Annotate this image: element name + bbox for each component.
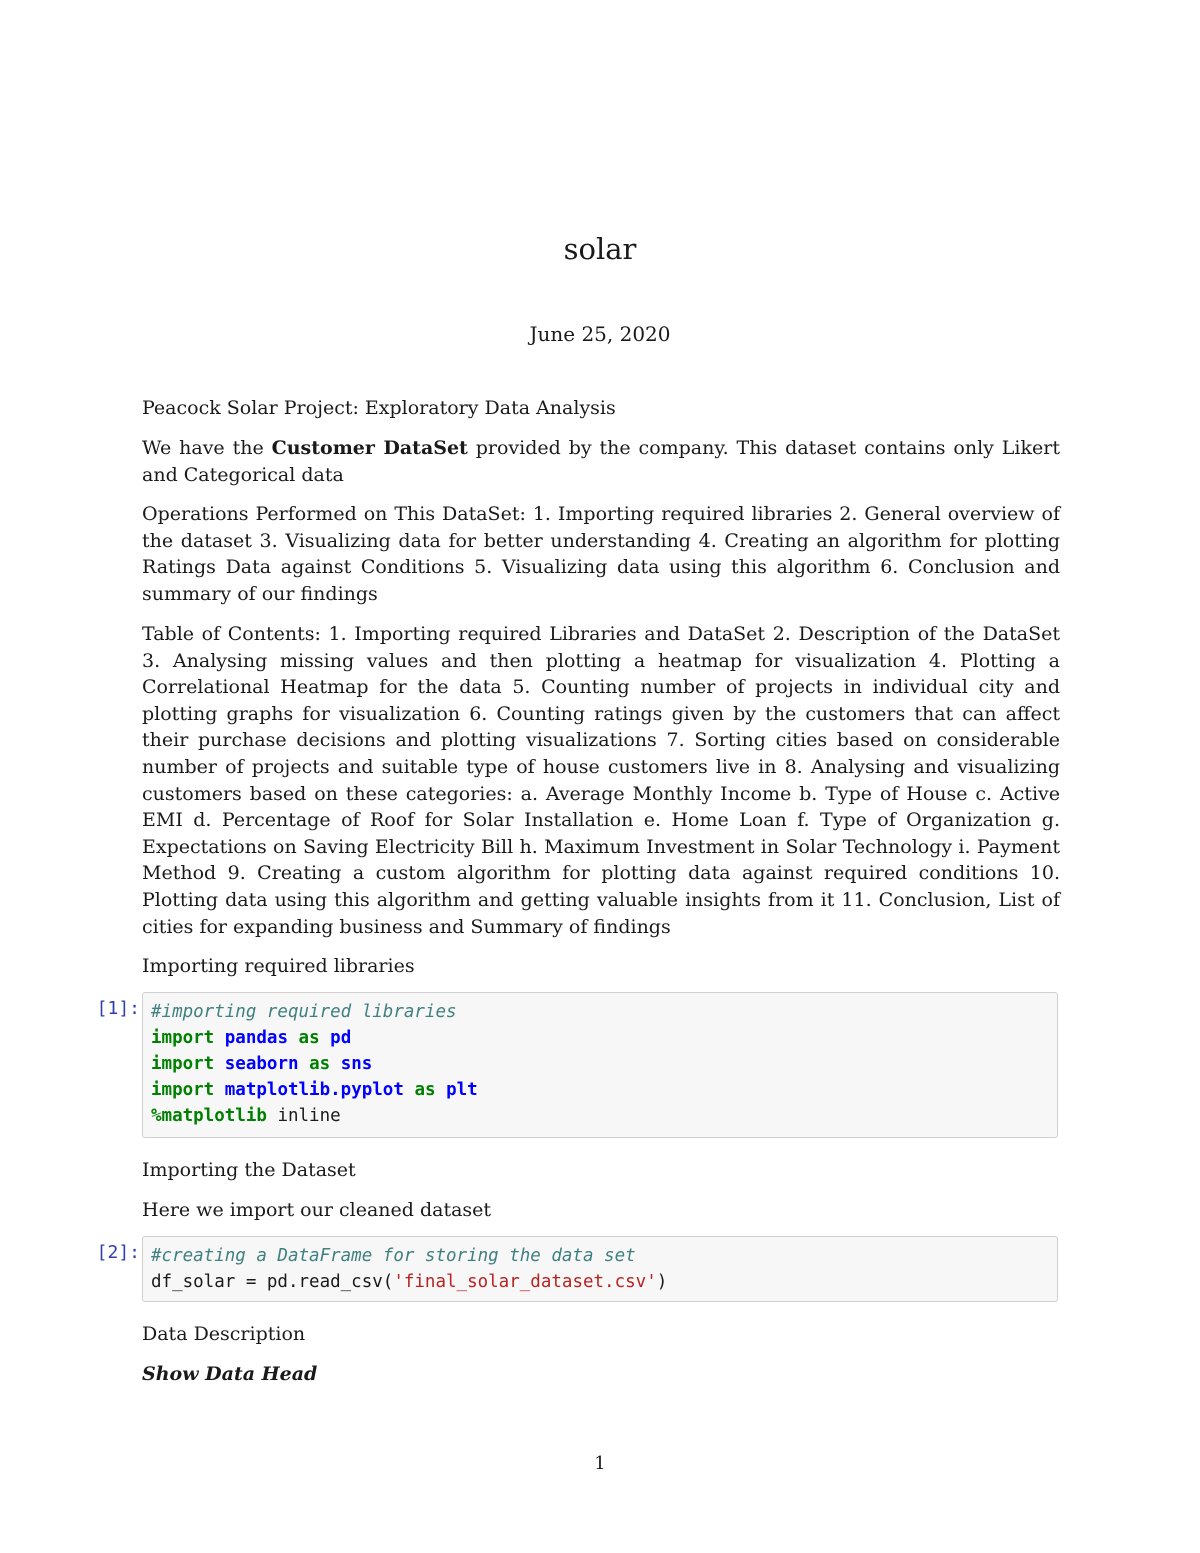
dataset-intro-post: provided by the company. This dataset contains only Likert and Categorical data [142,437,1060,486]
dataset-name-bold: Customer DataSet [271,437,468,459]
code-module: matplotlib.pyplot [224,1080,404,1100]
code-keyword: as [309,1054,331,1074]
code-alias: plt [446,1080,478,1100]
code-alias: pd [330,1028,352,1048]
code-cell-2[interactable] [142,1236,1058,1302]
document-date: June 25, 2020 [529,322,671,346]
code-text: df_solar = pd.read_csv( [151,1272,394,1292]
code-module: pandas [224,1028,288,1048]
dataset-intro-pre: We have the [142,437,272,459]
document-title: solar [563,232,637,266]
code-module: seaborn [224,1054,299,1074]
code-text: ) [656,1272,668,1292]
code-line [151,1103,1049,1129]
dataset-intro [142,435,1060,488]
code-magic-arg: inline [277,1106,341,1126]
code-keyword: import [151,1080,215,1100]
page-number: 1 [594,1453,606,1474]
section-importing-dataset: Importing the Dataset [142,1159,356,1181]
code-line [151,999,1049,1025]
code-keyword: as [414,1080,436,1100]
code-line [151,1077,1049,1103]
code-line [151,1269,1049,1295]
cell-2-prompt: [2]: [96,1242,140,1263]
table-of-contents: Table of Contents: 1. Importing required Libraries and DataSet 2. Description of the DataSet 3. Analysing missing values and then plotting a heatmap for visualization 4. Plotting a Correlational Heatmap for the data 5. Counting number of projects in individual city and plotting graphs for visualization 6. Counting ratings given by the customers that can affect their purchase decisions and plotting visualizations 7. Sorting cities based on considerable number of projects and suitable type of house customers live in 8. Analysing and visualizing customers based on these categories: a. Average Monthly Income b. Type of House c. Active EMI d. Percentage of Roof for Solar Installation e. Home Loan f. Type of Organization g. Expectations on Saving Electricity Bill h. Maximum Investment in Solar Technology i. Payment Method 9. Creating a custom algorithm for plotting data against required conditions 10. Plotting data using this algorithm and getting valuable insights from it 11. Conclusion, List of cities for expanding business and Summary of findings [142,623,1060,938]
code-line [151,1051,1049,1077]
code-keyword: import [151,1054,215,1074]
section-importing-libraries: Importing required libraries [142,955,415,977]
code-string: 'final_solar_dataset.csv' [393,1272,657,1292]
section-show-data-head: Show Data Head [142,1363,318,1385]
code-magic: %matplotlib [151,1106,267,1126]
code-line [151,1243,1049,1269]
operations-paragraph: Operations Performed on This DataSet: 1. Importing required libraries 2. General overview of the dataset 3. Visualizing data for better understanding 4. Creating an algorithm for plotting Ratings Data against Conditions 5. Visualizing data using this algorithm 6. Conclusion and summary of our findings [142,503,1060,605]
import-dataset-note: Here we import our cleaned dataset [142,1199,492,1221]
code-line [151,1025,1049,1051]
code-comment: #importing required libraries [151,1002,457,1022]
code-alias: sns [340,1054,373,1074]
code-keyword: as [298,1028,320,1048]
cell-1-prompt: [1]: [96,998,140,1019]
code-cell-1[interactable] [142,992,1058,1138]
code-comment: #creating a DataFrame for storing the data set [151,1246,636,1266]
project-heading: Peacock Solar Project: Exploratory Data Analysis [142,397,616,419]
code-keyword: import [151,1028,215,1048]
section-data-description: Data Description [142,1323,306,1345]
